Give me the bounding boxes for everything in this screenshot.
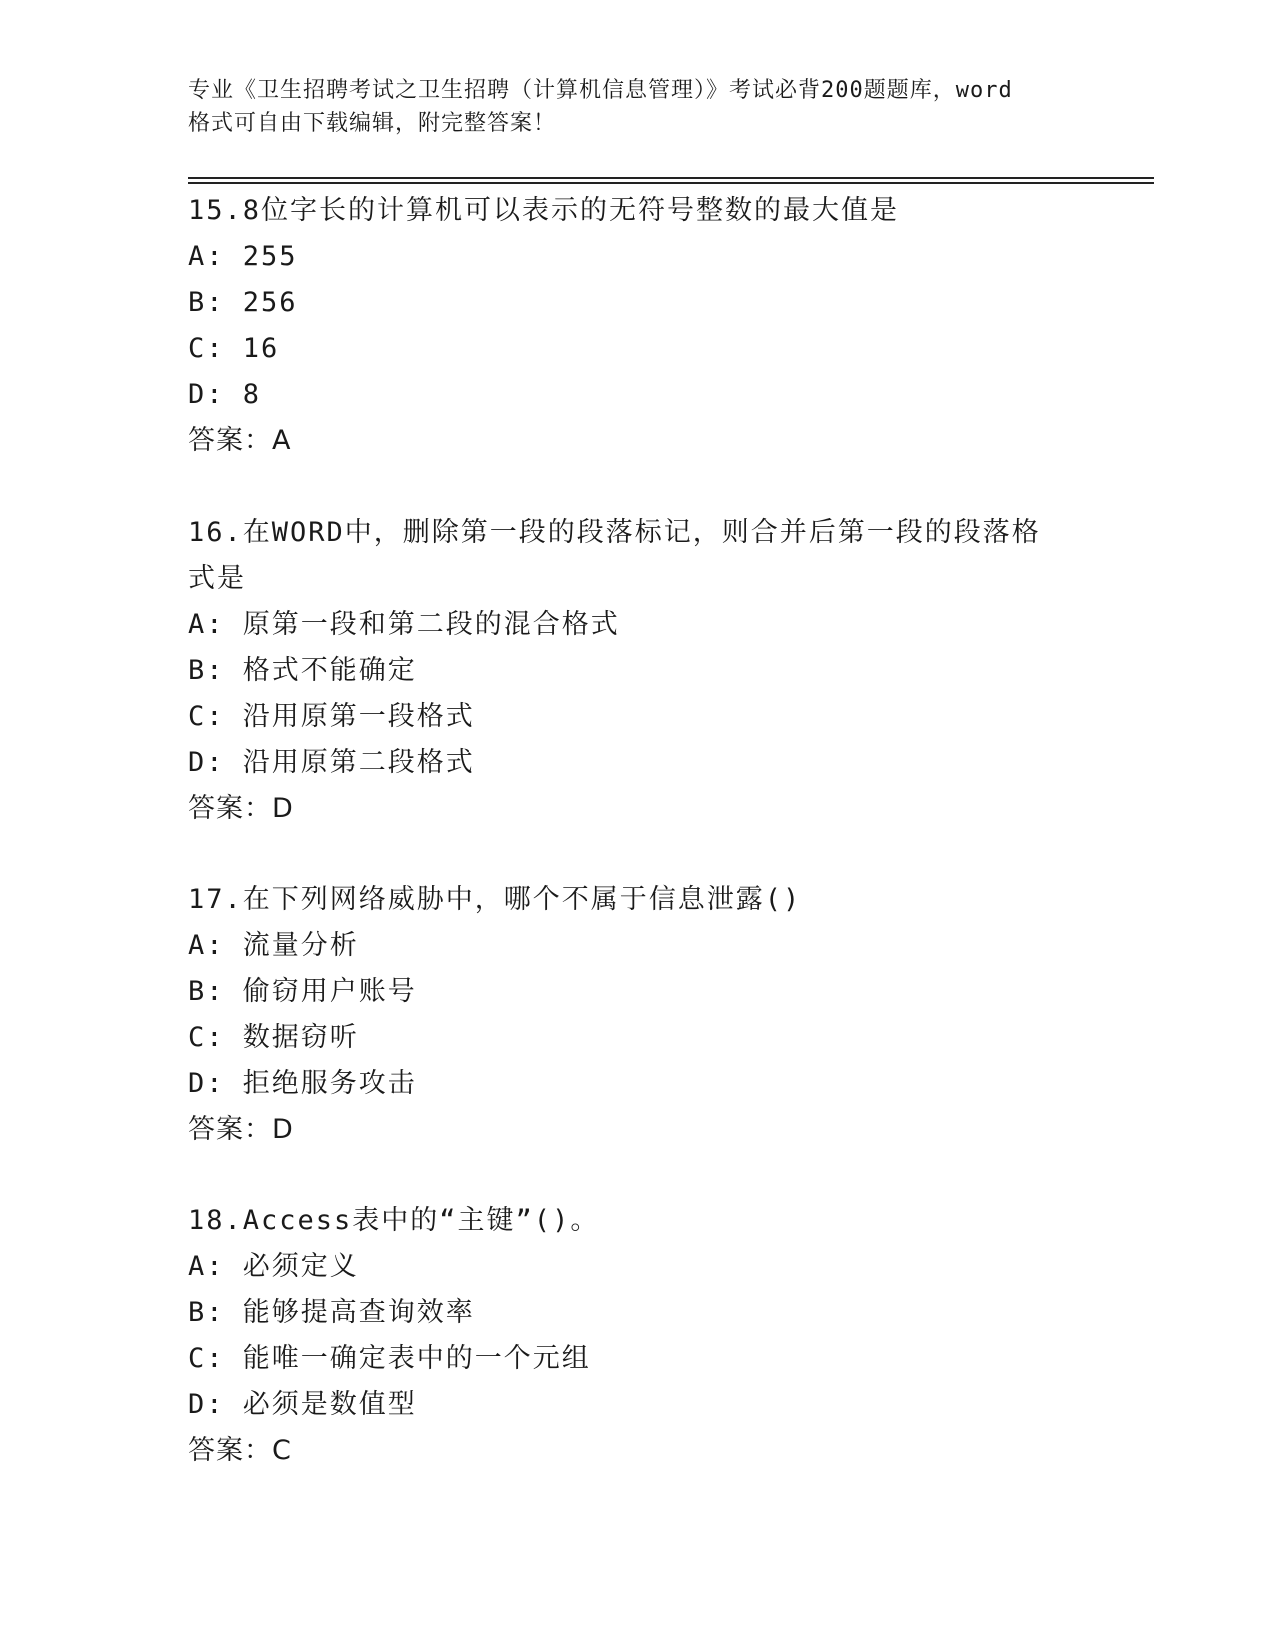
answer: 答案：A: [188, 425, 292, 456]
header-line-1: 专业《卫生招聘考试之卫生招聘（计算机信息管理）》考试必背200题题库，word: [188, 78, 1013, 103]
option-b: B: 偷窃用户账号: [188, 976, 417, 1007]
document-header: [188, 74, 1088, 140]
option-d: D: 沿用原第二段格式: [188, 747, 475, 778]
answer: 答案：D: [188, 793, 294, 824]
question-18: [188, 1198, 1088, 1474]
option-a: A: 255: [188, 241, 298, 272]
option-a: A: 必须定义: [188, 1251, 359, 1282]
header-divider-bottom: [188, 182, 1154, 184]
option-b: B: 能够提高查询效率: [188, 1297, 475, 1328]
option-a: A: 原第一段和第二段的混合格式: [188, 609, 620, 640]
question-title: 18.Access表中的“主键”()。: [188, 1205, 600, 1236]
option-d: D: 必须是数值型: [188, 1389, 417, 1420]
header-divider-top: [188, 177, 1154, 179]
option-b: B: 256: [188, 287, 298, 318]
option-c: C: 沿用原第一段格式: [188, 701, 475, 732]
option-d: D: 8: [188, 379, 262, 410]
option-c: C: 数据窃听: [188, 1022, 359, 1053]
option-d: D: 拒绝服务攻击: [188, 1068, 417, 1099]
question-title: 15.8位字长的计算机可以表示的无符号整数的最大值是: [188, 195, 900, 226]
question-17: [188, 877, 1088, 1153]
answer: 答案：D: [188, 1114, 294, 1145]
option-c: C: 16: [188, 333, 280, 364]
option-a: A: 流量分析: [188, 930, 359, 961]
question-title: 17.在下列网络威胁中，哪个不属于信息泄露(): [188, 884, 802, 915]
option-b: B: 格式不能确定: [188, 655, 417, 686]
option-c: C: 能唯一确定表中的一个元组: [188, 1343, 591, 1374]
question-title: 16.在WORD中，删除第一段的段落标记，则合并后第一段的段落格式是: [188, 517, 1041, 594]
question-15: [188, 188, 1088, 464]
answer: 答案：C: [188, 1435, 292, 1466]
header-line-2: 格式可自由下载编辑，附完整答案！: [188, 111, 557, 136]
question-16: [188, 510, 1048, 832]
